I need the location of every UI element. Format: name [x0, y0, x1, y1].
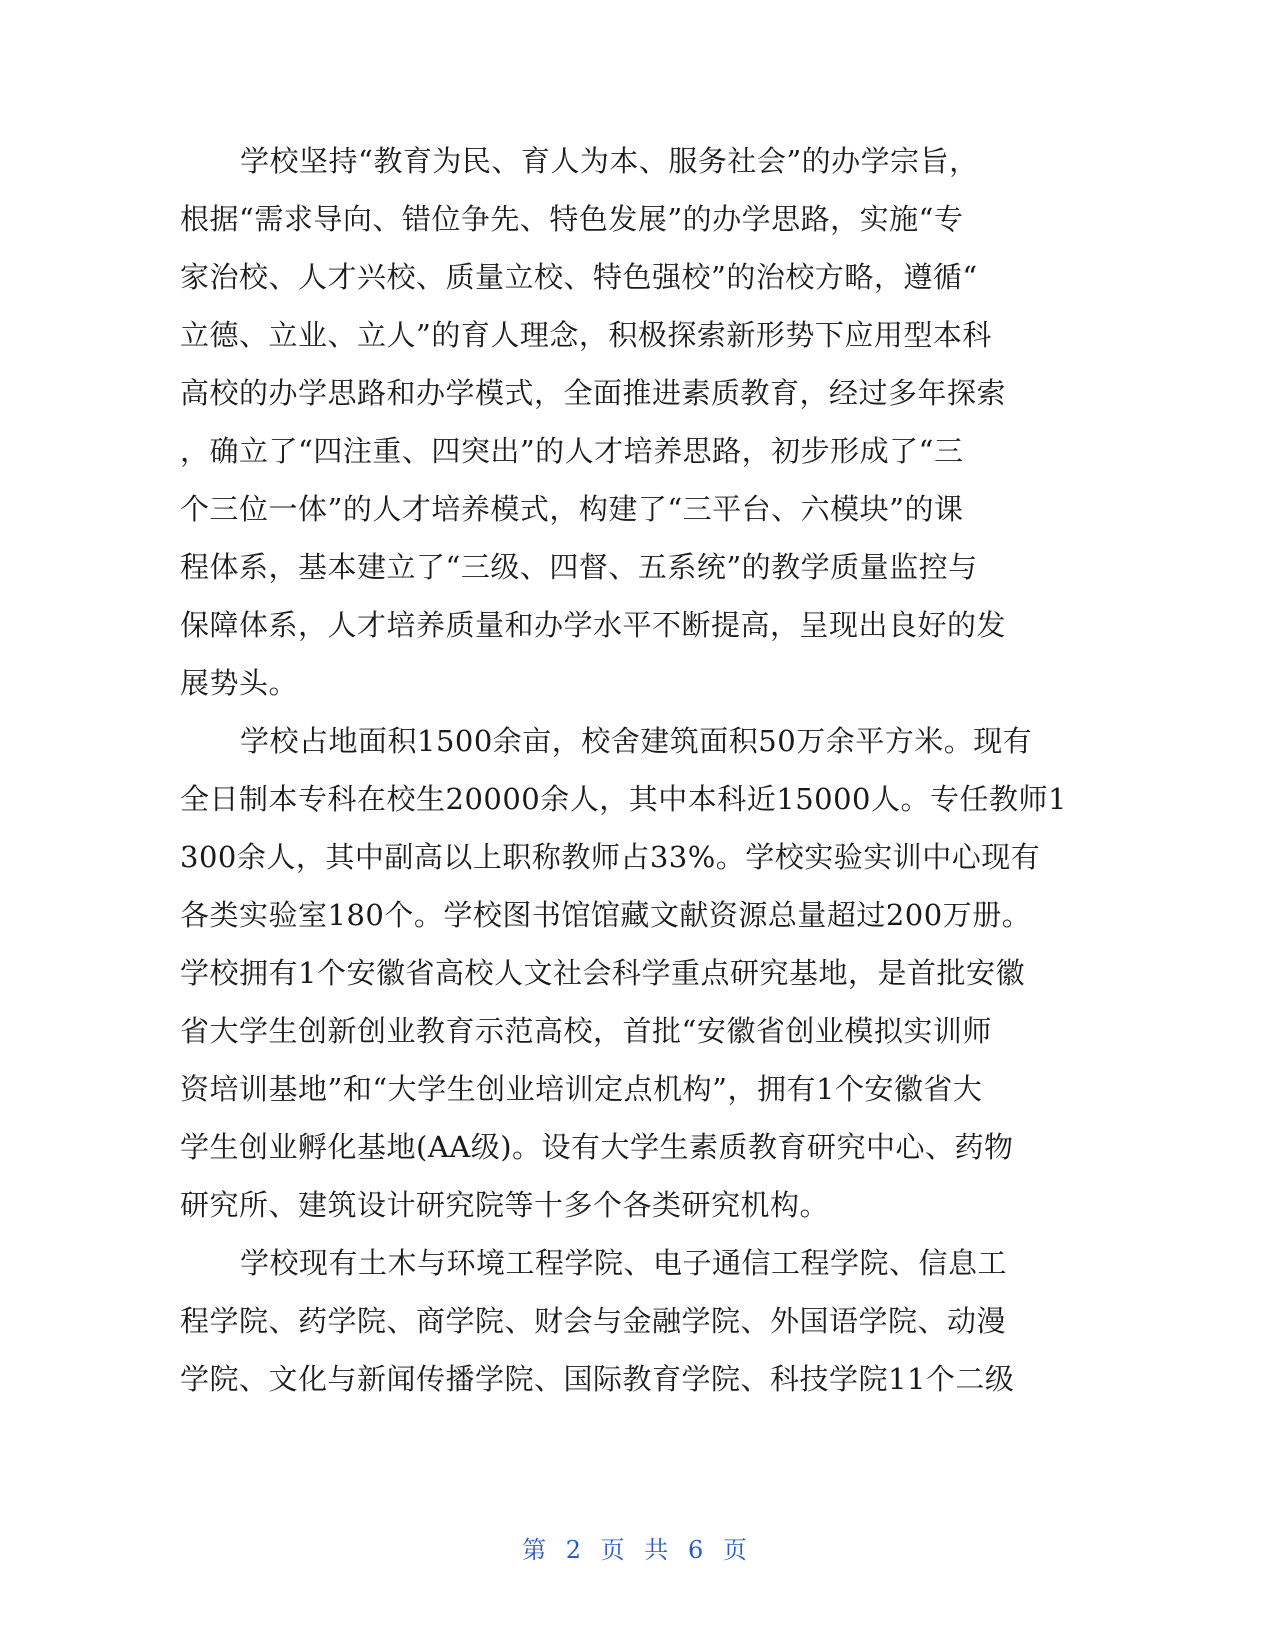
text-line: 学校占地面积1500余亩，校舍建筑面积50万余平方米。现有: [240, 724, 1033, 758]
paragraph-1: [180, 132, 1030, 712]
page-number-footer: 第 2 页 共 6 页: [522, 1536, 753, 1564]
text-line: 程体系，基本建立了“三级、四督、五系统”的教学质量监控与: [180, 550, 978, 584]
text-line: 学校坚持“教育为民、育人为本、服务社会”的办学宗旨，: [240, 144, 979, 178]
text-line: 各类实验室180个。学校图书馆馆藏文献资源总量超过200万册。: [180, 898, 1032, 932]
text-line: 全日制本专科在校生20000余人，其中本科近15000人。专任教师1: [180, 782, 1067, 816]
text-line: 省大学生创新创业教育示范高校，首批“安徽省创业模拟实训师: [180, 1014, 992, 1048]
text-line: 学院、文化与新闻传播学院、国际教育学院、科技学院11个二级: [180, 1362, 1015, 1396]
text-line: 保障体系，人才培养质量和办学水平不断提高，呈现出良好的发: [180, 608, 1007, 642]
text-line: 研究所、建筑设计研究院等十多个各类研究机构。: [180, 1188, 830, 1222]
text-line: ，确立了“四注重、四突出”的人才培养思路，初步形成了“三: [180, 434, 964, 468]
document-body: [180, 132, 1067, 1408]
text-line: 学校现有土木与环境工程学院、电子通信工程学院、信息工: [240, 1246, 1008, 1280]
text-line: 根据“需求导向、错位争先、特色发展”的办学思路，实施“专: [180, 202, 964, 236]
text-line: 学校拥有1个安徽省高校人文社会科学重点研究基地，是首批安徽: [180, 956, 1025, 990]
text-line: 高校的办学思路和办学模式，全面推进素质教育，经过多年探索: [180, 376, 1007, 410]
paragraph-2: [180, 712, 1067, 1234]
text-line: 个三位一体”的人才培养模式，构建了“三平台、六模块”的课: [180, 492, 964, 526]
text-line: 程学院、药学院、商学院、财会与金融学院、外国语学院、动漫: [180, 1304, 1007, 1338]
text-line: 学生创业孵化基地(AA级)。设有大学生素质教育研究中心、药物: [180, 1130, 1014, 1164]
text-line: 展势头。: [180, 666, 299, 700]
text-line: 立德、立业、立人”的育人理念，积极探索新形势下应用型本科: [180, 318, 992, 352]
text-line: 300余人，其中副高以上职称教师占33%。学校实验实训中心现有: [180, 840, 1041, 874]
text-line: 资培训基地”和“大学生创业培训定点机构”，拥有1个安徽省大: [180, 1072, 983, 1106]
text-line: 家治校、人才兴校、质量立校、特色强校”的治校方略，遵循“: [180, 260, 978, 294]
paragraph-3: [180, 1234, 1030, 1408]
